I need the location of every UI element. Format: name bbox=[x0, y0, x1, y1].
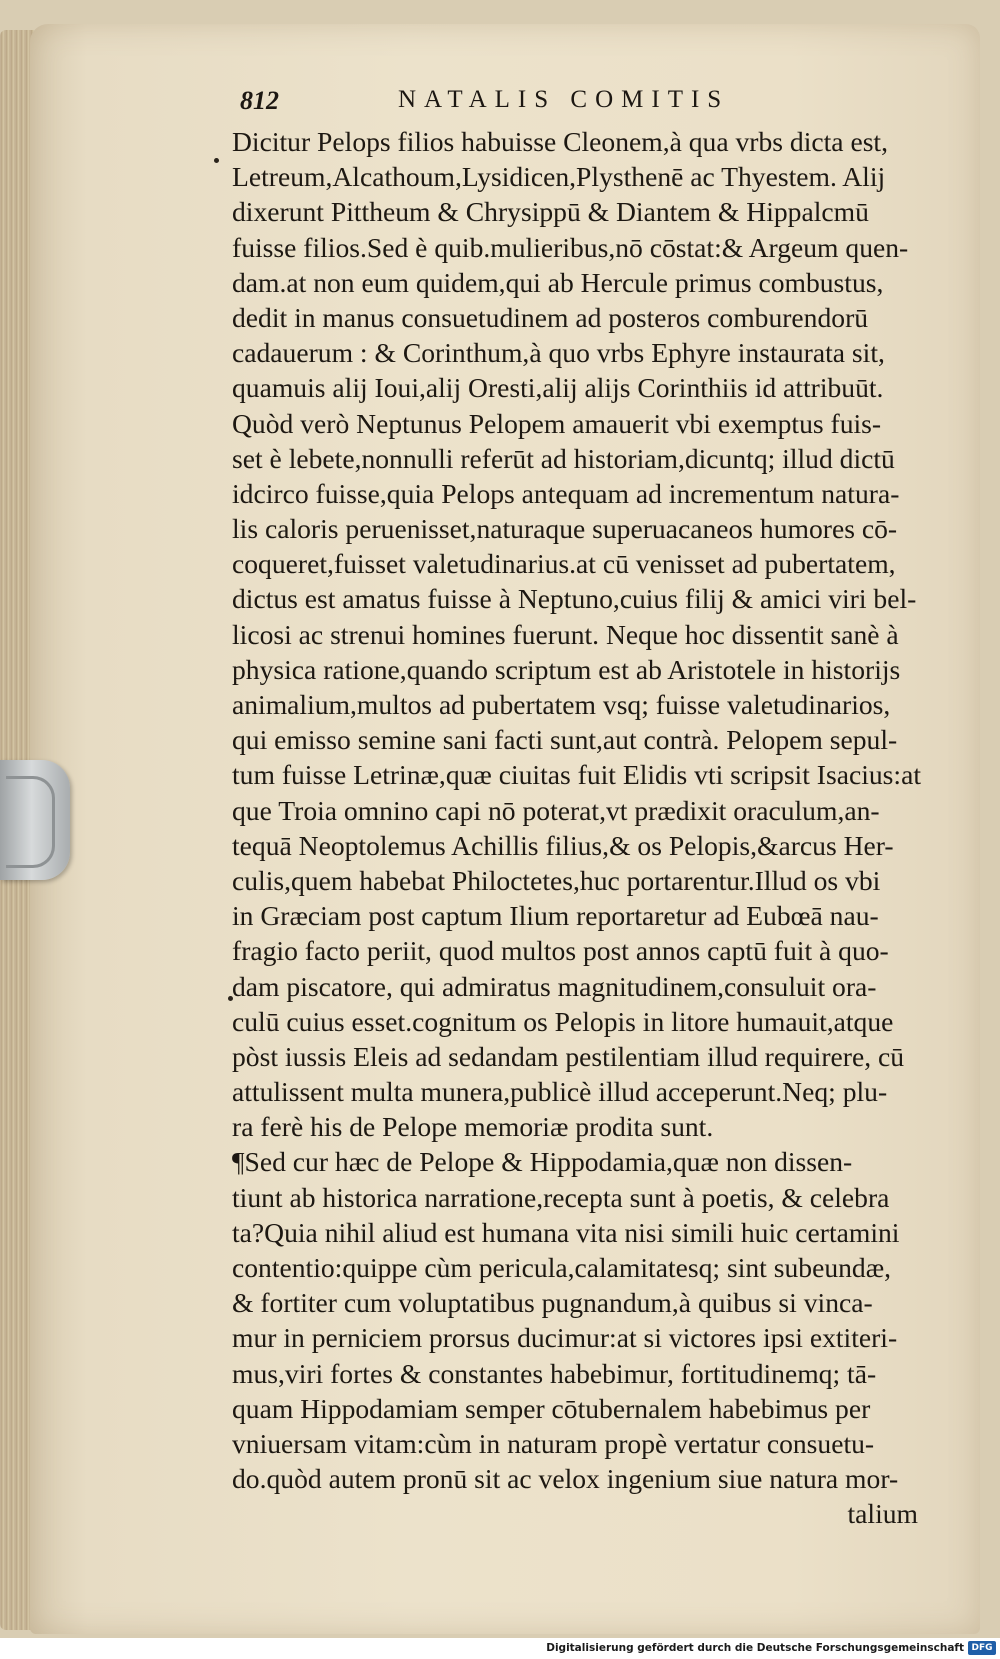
text-line: Dicitur Pelops filios habuisse Cleonem,à qua vrbs dicta est, bbox=[232, 126, 888, 157]
funding-credit: Digitalisierung gefördert durch die Deutsche Forschungsgemeinschaft bbox=[546, 1642, 964, 1654]
text-line: coqueret,fuisset valetudinarius.at cū venisset ad pubertatem, bbox=[232, 548, 896, 580]
running-head bbox=[240, 86, 930, 120]
footer-bar bbox=[0, 1638, 1000, 1659]
text-line: set è lebete,nonnulli referūt ad historiam,dicuntq; illud dictū bbox=[232, 442, 895, 474]
text-line: fuisse filios.Sed è quib.mulieribus,nō cōstat:& Argeum quen- bbox=[232, 231, 909, 263]
running-title: NATALIS COMITIS bbox=[398, 86, 730, 113]
text-line: contentio:quippe cùm pericula,calamitatesq; sint subeundæ, bbox=[232, 1252, 892, 1283]
text-line: lis caloris peruenisset,naturaque superuacaneos humores cō- bbox=[232, 513, 898, 545]
text-line: dedit in manus consuetudinem ad posteros comburendorū bbox=[232, 301, 869, 333]
text-line: dam.at non eum quidem,qui ab Hercule primus combustus, bbox=[232, 266, 884, 298]
text-line: quamuis alij Ioui,alij Oresti,alij alijs Corinthiis id attribuūt. bbox=[232, 372, 884, 404]
dfg-logo: DFG bbox=[968, 1641, 996, 1655]
page-number: 812 bbox=[240, 86, 279, 115]
text-line: dictus est amatus fuisse à Neptuno,cuius filij & amici viri bel- bbox=[232, 583, 917, 615]
text-line: que Troia omnino capi nō poterat,vt prædixit oraculum,an- bbox=[232, 794, 880, 826]
text-line: fragio facto periit, quod multos post annos captū fuit à quo- bbox=[232, 935, 889, 967]
catchword: talium bbox=[847, 1498, 918, 1530]
text-line: vniuersam vitam:cùm in naturam propè vertatur consuetu- bbox=[232, 1427, 875, 1459]
text-line: culū cuius esset.cognitum os Pelopis in litore humauit,atque bbox=[232, 1005, 894, 1037]
text-body bbox=[232, 124, 932, 1532]
text-line: physica ratione,quando scriptum est ab Aristotele in historijs bbox=[232, 653, 901, 685]
text-line: idcirco fuisse,quia Pelops antequam ad incrementum natura- bbox=[232, 477, 900, 509]
paragraph-start-line: ¶Sed cur hæc de Pelope & Hippodamia,quæ non dissen- bbox=[232, 1146, 853, 1178]
text-line: ra ferè his de Pelope memoriæ prodita sunt. bbox=[232, 1111, 714, 1143]
text-line: culis,quem habebat Philoctetes,huc portarentur.Illud os vbi bbox=[232, 864, 881, 896]
text-line: Letreum,Alcathoum,Lysidicen,Plysthenē ac Thyestem. Alij bbox=[232, 161, 886, 193]
text-line: qui emisso semine sani facti sunt,aut contrà. Pelopem sepul- bbox=[232, 724, 898, 756]
text-line: quam Hippodamiam semper cōtubernalem habebimus per bbox=[232, 1392, 871, 1424]
text-line: tiunt ab historica narratione,recepta sunt à poetis, & celebra bbox=[232, 1181, 890, 1213]
text-line: do.quòd autem pronū sit ac velox ingenium siue natura mor- bbox=[232, 1463, 899, 1495]
text-line: ta?Quia nihil aliud est humana vita nisi simili huic certamini bbox=[232, 1216, 900, 1248]
text-line: dixerunt Pittheum & Chrysippū & Diantem & Hippalcmū bbox=[232, 196, 869, 228]
text-line: mur in perniciem prorsus ducimur:at si victores ipsi extiteri- bbox=[232, 1322, 898, 1354]
text-line: dam piscatore, qui admiratus magnitudinem,consuluit ora- bbox=[232, 970, 877, 1002]
text-line: in Græciam post captum Ilium reportaretur ad Eubœā nau- bbox=[232, 900, 879, 932]
ink-mark bbox=[214, 158, 219, 163]
text-line: mus,viri fortes & constantes habebimur, fortitudinemq; tā- bbox=[232, 1357, 877, 1389]
text-line: cadauerum : & Corinthum,à quo vrbs Ephyre instaurata sit, bbox=[232, 337, 885, 369]
page-clip-wire bbox=[6, 776, 55, 868]
text-line: pòst iussis Eleis ad sedandam pestilentiam illud requirere, cū bbox=[232, 1040, 905, 1072]
text-line: licosi ac strenui homines fuerunt. Neque hoc dissentit sanè à bbox=[232, 618, 899, 650]
text-line: tum fuisse Letrinæ,quæ ciuitas fuit Elidis vti scripsit Isacius:at bbox=[232, 759, 921, 791]
text-line: & fortiter cum voluptatibus pugnandum,à quibus si vinca- bbox=[232, 1287, 873, 1319]
text-line: tequā Neoptolemus Achillis filius,& os Pelopis,&arcus Her- bbox=[232, 829, 894, 861]
text-line: attulissent multa munera,publicè illud acceperunt.Neq; plu- bbox=[232, 1076, 888, 1108]
page-clip bbox=[0, 760, 70, 880]
text-line: Quòd verò Neptunus Pelopem amauerit vbi exemptus fuis- bbox=[232, 407, 882, 439]
text-line: animalium,multos ad pubertatem vsq; fuisse valetudinarios, bbox=[232, 689, 891, 720]
